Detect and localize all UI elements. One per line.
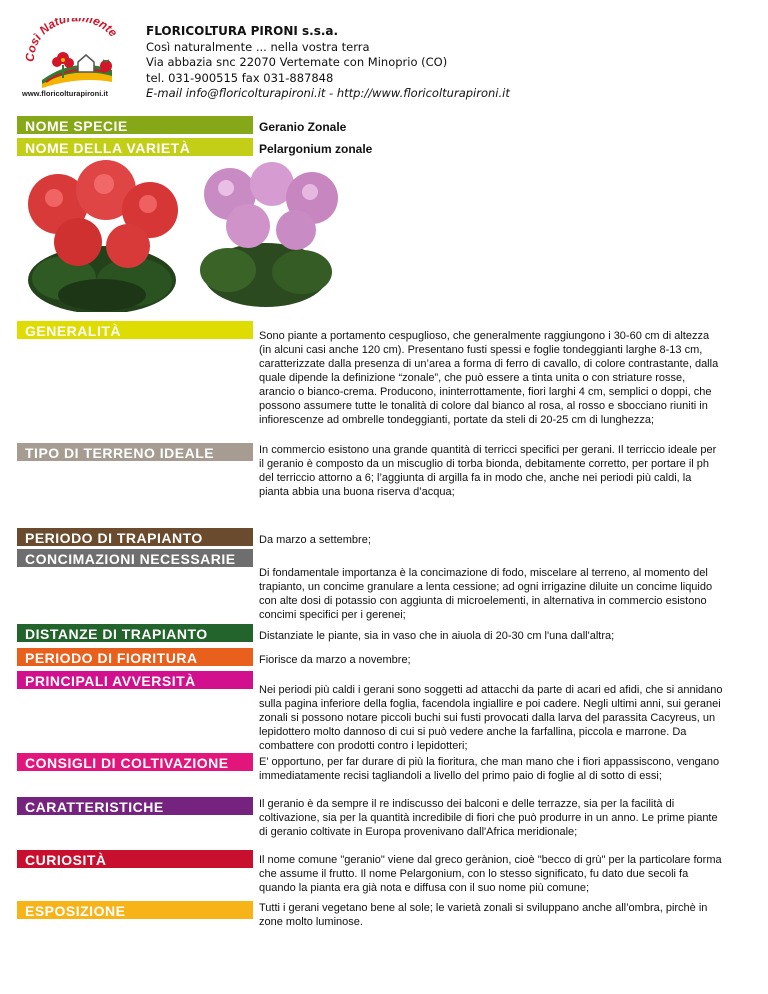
coltivazione-label: CONSIGLI DI COLTIVAZIONE <box>17 753 253 771</box>
company-logo <box>20 18 130 98</box>
terreno-label: TIPO DI TERRENO IDEALE <box>17 443 253 461</box>
generalita-text: Sono piante a portamento cespuglioso, che generalmente raggiungono i 30-60 cm di altezza (in alcuni casi anche 120 cm). Presentano fusti spessi e foglie tondeggianti larghe 8-13 cm, caratterizzate dalla presenza di un’area a forma di ferro di cavallo, di colore contrastante, dalla quale dipende la definizione “zonale”, che può essere a tinta unita o con striature rosse, arancio o bianco-crema. Producono, ininterrottamente, fiori larghi 4 cm, semplici o doppi, che possono assumere tutte le tonalità di colore dal bianco al rosa, al rosso e sbocciano riuniti in infiorescenze ad ombrelle tondeggianti, portate da steli di 20-25 cm di lunghezza; <box>259 330 719 426</box>
company-address: Via abbazia snc 22070 Vertemate con Minoprio (CO) <box>146 55 448 69</box>
pink-geranium-photo <box>190 160 342 312</box>
logo-url: www.floricolturapironi.it <box>22 89 108 98</box>
concimazioni-label: CONCIMAZIONI NECESSARIE <box>17 549 253 567</box>
avversita-text: Nei periodi più caldi i gerani sono soggetti ad attacchi da parte di acari ed afidi, che si annidano sulla pagina inferiore della foglia, facendola ingiallire e poi cadere. Negli ultimi anni, sui geranei zonali si possono notare piccoli buchi sui fusti provocati dalla larva del parassita Cacyreus, un lepidottero molto dannoso di cui si può vedere anche la farfallina, piccola e marrone. Da combattere con prodotti contro i lepidotteri; <box>259 684 723 752</box>
fioritura-text: Fiorisce da marzo a novembre; <box>259 654 411 666</box>
logo-arc-text: Così Natu mente <box>22 18 121 63</box>
esposizione-text: Tutti i gerani vegetano bene al sole; le varietà zonali si sviluppano anche all’ombra, pirchè in zone molto luminose. <box>259 902 708 928</box>
company-phone: tel. 031-900515 fax 031-887848 <box>146 70 334 85</box>
company-name: FLORICOLTURA PIRONI s.s.a. <box>146 24 339 38</box>
generalita-label: GENERALITÀ <box>17 321 253 339</box>
red-geranium-photo <box>24 160 180 312</box>
distanze-label: DISTANZE DI TRAPIANTO <box>17 624 253 642</box>
concimazioni-text: Di fondamentale importanza è la concimazione di fodo, miscelare al terreno, al momento del trapianto, un concime granulare a lenta cessione; ad ogni irrigazine diluite un concime liquido con alte dosi di potassio con aggiunta di microelementi, in alternativa in commercio esistono concimi specifici per i gerenei; <box>259 567 713 621</box>
curiosita-text: Il nome comune "geranio" viene dal greco gerànion, cioè "becco di grù" per la particolare forma che assume il frutto. Il nome Pelargonium, con lo stesso significato, fu dato due secoli fa quando la pianta era già nota e diffusa con il suo nome più comune; <box>259 854 722 894</box>
nome-specie-value: Geranio Zonale <box>259 120 347 134</box>
esposizione-label: ESPOSIZIONE <box>17 901 253 919</box>
company-tagline: Così naturalmente ... nella vostra terra <box>146 39 370 54</box>
nome-varieta-value: Pelargonium zonale <box>259 142 373 156</box>
svg-text:Così Naturalmente <box>23 18 121 62</box>
caratteristiche-text: Il geranio è da sempre il re indiscusso dei balconi e delle terrazze, sia per la facilità di coltivazione, sia per la quantità incredibile di fiori che può produrre in un anno. Le prime piante di geranio coltivate in Europa provenivano dall'Africa meridionale; <box>259 798 718 838</box>
terreno-text: In commercio esistono una grande quantità di terricci specifici per gerani. Il terriccio ideale per il geranio è composto da un miscuglio di torba bionda, debitamente corretto, per portare il ph del terriccio attorno a 6; l’aggiunta di argilla fa in modo che, anche nei periodi più caldi, la pianta abbia una buona riserva d’acqua; <box>259 444 717 498</box>
company-email[interactable]: E-mail info@floricolturapironi.it - http://www.floricolturapironi.it <box>146 86 510 100</box>
fioritura-label: PERIODO DI FIORITURA <box>17 648 253 666</box>
coltivazione-text: E' opportuno, per far durare di più la fioritura, che man mano che i fiori appassiscono, vengano immediatamente recisi tagliandoli a livello del primo paio di foglie al di sotto di essi; <box>259 756 720 782</box>
trapianto-text: Da marzo a settembre; <box>259 534 371 546</box>
distanze-text: Distanziate le piante, sia in vaso che in aiuola di 20-30 cm l'una dall'altra; <box>259 630 615 642</box>
company-info <box>146 24 510 102</box>
caratteristiche-label: CARATTERISTICHE <box>17 797 253 815</box>
nome-specie-label: NOME SPECIE <box>17 116 253 134</box>
avversita-label: PRINCIPALI AVVERSITÀ <box>17 671 253 689</box>
trapianto-label: PERIODO DI TRAPIANTO <box>17 528 253 546</box>
curiosita-label: CURIOSITÀ <box>17 850 253 868</box>
nome-varieta-label: NOME DELLA VARIETÀ <box>17 138 253 156</box>
